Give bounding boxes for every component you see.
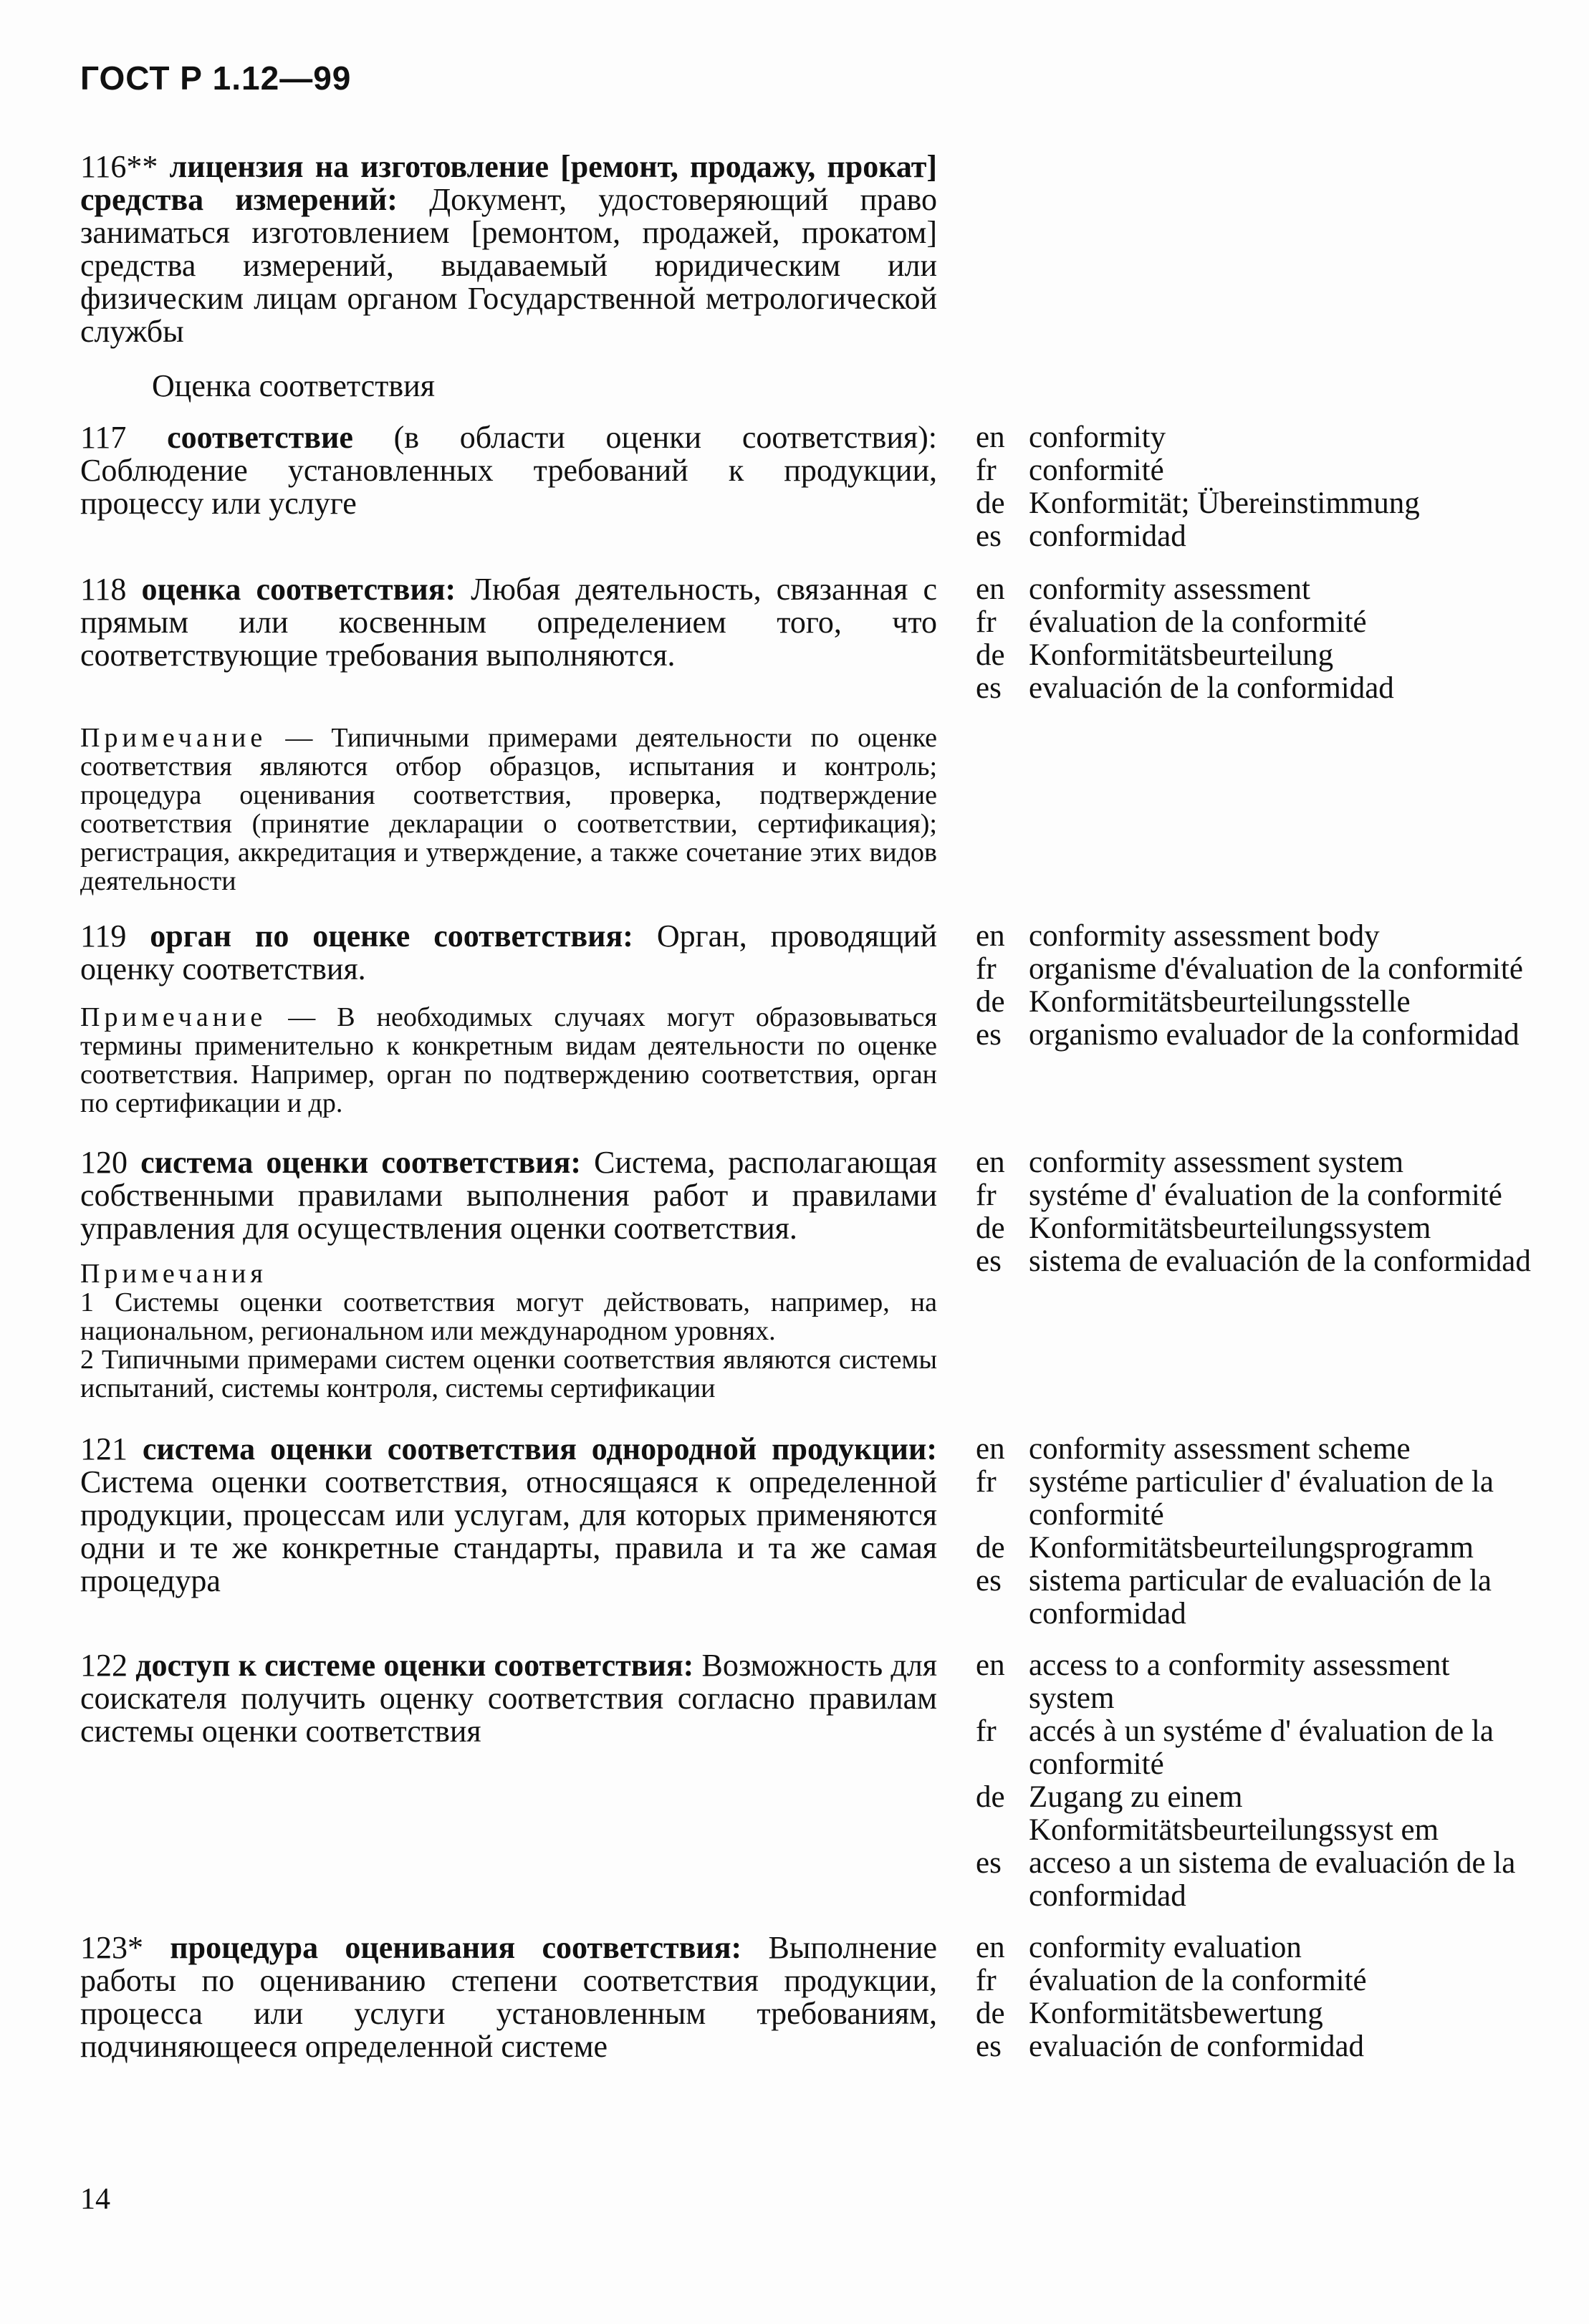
lang-code: en — [976, 1432, 1005, 1466]
lang-code: en — [976, 919, 1005, 953]
equivalent-es — [976, 672, 1535, 705]
term-name: соответствие — [167, 420, 353, 455]
foreign-equivalents — [976, 421, 1535, 553]
equivalent-es — [976, 2030, 1535, 2063]
lang-code: en — [976, 1648, 1005, 1682]
equivalent-de — [976, 1781, 1535, 1847]
equivalent-en — [976, 421, 1535, 454]
foreign-equivalents — [976, 1433, 1535, 1631]
lang-code: es — [976, 1846, 1002, 1880]
page-number: 14 — [80, 2183, 110, 2216]
equivalent-term: sistema de evaluación de la conformidad — [1029, 1244, 1531, 1278]
note-item: 1 Системы оценки соответствия могут действовать, например, на национальном, региональном или международном уровнях. — [80, 1287, 937, 1346]
lang-code: es — [976, 671, 1002, 705]
equivalent-de — [976, 986, 1535, 1019]
definition — [80, 1433, 937, 1598]
equivalent-en — [976, 1649, 1535, 1715]
equivalent-term: evaluación de conformidad — [1029, 2030, 1365, 2063]
note-text: — Типичными примерами деятельности по оценке соответствия являются отбор образцов, испытания и контроль; процедура оценивания соответствия, проверка, подтверждение соответствия (принятие декларации о соответствии, сертификация); регистрация, аккредитация и утверждение, а также сочетание этих видов деятельности — [80, 723, 937, 896]
note — [80, 1003, 937, 1118]
term-number: 123* — [80, 1930, 143, 1965]
lang-code: en — [976, 1931, 1005, 1964]
equivalent-term: Konformitätsbeurteilungssystem — [1029, 1211, 1431, 1245]
term-name: оценка соответствия: — [141, 572, 456, 607]
definition-text: Любая деятельность, связанная с прямым или косвенным определением того, что соответствующие требования выполняются. — [80, 572, 938, 673]
lang-code: de — [976, 1531, 1005, 1565]
equivalent-en — [976, 573, 1535, 606]
term-number: 122 — [80, 1648, 128, 1683]
definition-text: Система оценки соответствия, относящаяся к определенной продукции, процессам или услугам, для которых применяются одни и те же конкретные стандарты, правила и та же самая процедура — [80, 1464, 937, 1598]
equivalent-de — [976, 1997, 1535, 2030]
note-label: Примечания — [80, 1259, 267, 1289]
term-name: лицензия на изготовление [ремонт, продажу, прокат] средства измерений: — [80, 149, 938, 217]
equivalent-en — [976, 1433, 1535, 1466]
equivalent-es — [976, 520, 1535, 553]
lang-code: fr — [976, 1964, 997, 1997]
equivalent-term: accés à un systéme d' évaluation de la conformité — [1029, 1714, 1494, 1781]
definition — [80, 920, 937, 986]
equivalent-fr — [976, 454, 1535, 487]
definition-text: (в области оценки соответствия): Соблюдение установленных требований к продукции, процессу или услуге — [80, 420, 937, 521]
lang-code: de — [976, 486, 1005, 520]
foreign-equivalents — [976, 573, 1535, 705]
equivalent-term: Konformität; Übereinstimmung — [1029, 486, 1420, 520]
equivalent-term: systéme particulier d' évaluation de la conformité — [1029, 1465, 1494, 1532]
lang-code: es — [976, 2030, 1002, 2063]
equivalent-term: Konformitätsbeurteilungsprogramm — [1029, 1531, 1474, 1565]
definition — [80, 150, 937, 348]
foreign-equivalents — [976, 1146, 1535, 1278]
lang-code: de — [976, 985, 1005, 1019]
equivalent-en — [976, 1146, 1535, 1179]
term-name: система оценки соответствия: — [140, 1145, 582, 1180]
lang-code: en — [976, 421, 1005, 454]
definition-text: Система, располагающая собственными правилами выполнения работ и правилами управления для осуществления оценки соответствия. — [80, 1145, 938, 1246]
equivalent-term: acceso a un sistema de evaluación de la conformidad — [1029, 1846, 1516, 1913]
foreign-equivalents — [976, 1931, 1535, 2063]
note-label: Примечание — [80, 723, 267, 753]
foreign-equivalents — [976, 1649, 1535, 1913]
term-name: орган по оценке соответствия: — [150, 918, 633, 954]
term-name: процедура оценивания соответствия: — [170, 1930, 742, 1965]
equivalent-term: évaluation de la conformité — [1029, 1964, 1367, 1997]
lang-code: fr — [976, 1465, 997, 1499]
lang-code: de — [976, 1211, 1005, 1245]
foreign-equivalents — [976, 920, 1535, 1052]
equivalent-term: conformité — [1029, 453, 1164, 487]
definition — [80, 573, 937, 672]
document-header: ГОСТ Р 1.12—99 — [80, 59, 352, 97]
equivalent-term: conformidad — [1029, 519, 1186, 553]
note — [80, 724, 937, 895]
note-label: Примечание — [80, 1002, 267, 1032]
lang-code: fr — [976, 952, 997, 986]
lang-code: es — [976, 1018, 1002, 1052]
equivalent-term: access to a conformity assessment system — [1029, 1648, 1450, 1715]
equivalent-es — [976, 1847, 1535, 1913]
equivalent-term: organismo evaluador de la conformidad — [1029, 1018, 1520, 1052]
equivalent-fr — [976, 1964, 1535, 1997]
definition — [80, 1931, 937, 2063]
equivalent-term: conformity evaluation — [1029, 1931, 1302, 1964]
equivalent-de — [976, 1532, 1535, 1565]
term-number: 121 — [80, 1431, 128, 1466]
equivalent-fr — [976, 606, 1535, 639]
equivalent-es — [976, 1245, 1535, 1278]
equivalent-fr — [976, 953, 1535, 986]
equivalent-de — [976, 639, 1535, 672]
equivalent-de — [976, 487, 1535, 520]
definition — [80, 1146, 937, 1245]
equivalent-term: organisme d'évaluation de la conformité — [1029, 952, 1523, 986]
equivalent-fr — [976, 1179, 1535, 1212]
equivalent-term: conformity assessment — [1029, 572, 1310, 606]
equivalent-term: Zugang zu einem Konformitätsbeurteilungssyst em — [1029, 1780, 1439, 1847]
definition-text: Возможность для соискателя получить оценку соответствия согласно правилам системы оценки соответствия — [80, 1648, 938, 1749]
term-number: 119 — [80, 918, 127, 954]
lang-code: es — [976, 1564, 1002, 1598]
definition-text: Документ, удостоверяющий право заниматься изготовлением [ремонтом, продажей, прокатом] средства измерений, выдаваемый юридическим или физическим лицам органом Государственной метрологической службы — [80, 182, 938, 349]
term-number: 117 — [80, 420, 127, 455]
term-number: 120 — [80, 1145, 128, 1180]
lang-code: es — [976, 519, 1002, 553]
equivalent-es — [976, 1019, 1535, 1052]
lang-code: fr — [976, 1178, 997, 1212]
equivalent-en — [976, 1931, 1535, 1964]
definition-text: Выполнение работы по оцениванию степени соответствия продукции, процесса или услуги установленным требованиям, подчиняющееся определенной системе — [80, 1930, 938, 2064]
lang-code: en — [976, 572, 1005, 606]
note-text: — В необходимых случаях могут образовываться термины применительно к конкретным видам деятельности по оценке соответствия. Например, орган по подтверждению соответствия, орган по сертификации и др. — [80, 1002, 937, 1118]
lang-code: fr — [976, 605, 997, 639]
equivalent-term: Konformitätsbewertung — [1029, 1997, 1323, 2030]
note-item: 2 Типичными примерами систем оценки соответствия являются системы испытаний, системы контроля, системы сертификации — [80, 1345, 937, 1403]
equivalent-term: évaluation de la conformité — [1029, 605, 1367, 639]
term-name: система оценки соответствия однородной продукции: — [142, 1431, 938, 1466]
equivalent-fr — [976, 1466, 1535, 1532]
definition — [80, 421, 937, 520]
equivalent-term: Konformitätsbeurteilung — [1029, 638, 1334, 672]
equivalent-term: Konformitätsbeurteilungsstelle — [1029, 985, 1411, 1019]
term-number: 118 — [80, 572, 127, 607]
lang-code: fr — [976, 453, 997, 487]
equivalent-term: sistema particular de evaluación de la conformidad — [1029, 1564, 1492, 1631]
lang-code: de — [976, 638, 1005, 672]
term-number: 116** — [80, 149, 158, 184]
equivalent-term: systéme d' évaluation de la conformité — [1029, 1178, 1502, 1212]
equivalent-es — [976, 1565, 1535, 1631]
lang-code: fr — [976, 1714, 997, 1748]
term-name: доступ к системе оценки соответствия: — [135, 1648, 694, 1683]
equivalent-term: conformity assessment scheme — [1029, 1432, 1411, 1466]
equivalent-term: conformity assessment system — [1029, 1146, 1404, 1179]
lang-code: de — [976, 1780, 1005, 1814]
equivalent-en — [976, 920, 1535, 953]
lang-code: en — [976, 1146, 1005, 1179]
equivalent-term: evaluación de la conformidad — [1029, 671, 1394, 705]
lang-code: de — [976, 1997, 1005, 2030]
lang-code: es — [976, 1244, 1002, 1278]
definition — [80, 1649, 937, 1748]
equivalent-term: conformity — [1029, 421, 1166, 454]
equivalent-term: conformity assessment body — [1029, 919, 1380, 953]
equivalent-fr — [976, 1715, 1535, 1781]
notes — [80, 1259, 937, 1403]
equivalent-de — [976, 1212, 1535, 1245]
definition-text: Орган, проводящий оценку соответствия. — [80, 918, 938, 986]
section-title: Оценка соответствия — [152, 368, 435, 403]
